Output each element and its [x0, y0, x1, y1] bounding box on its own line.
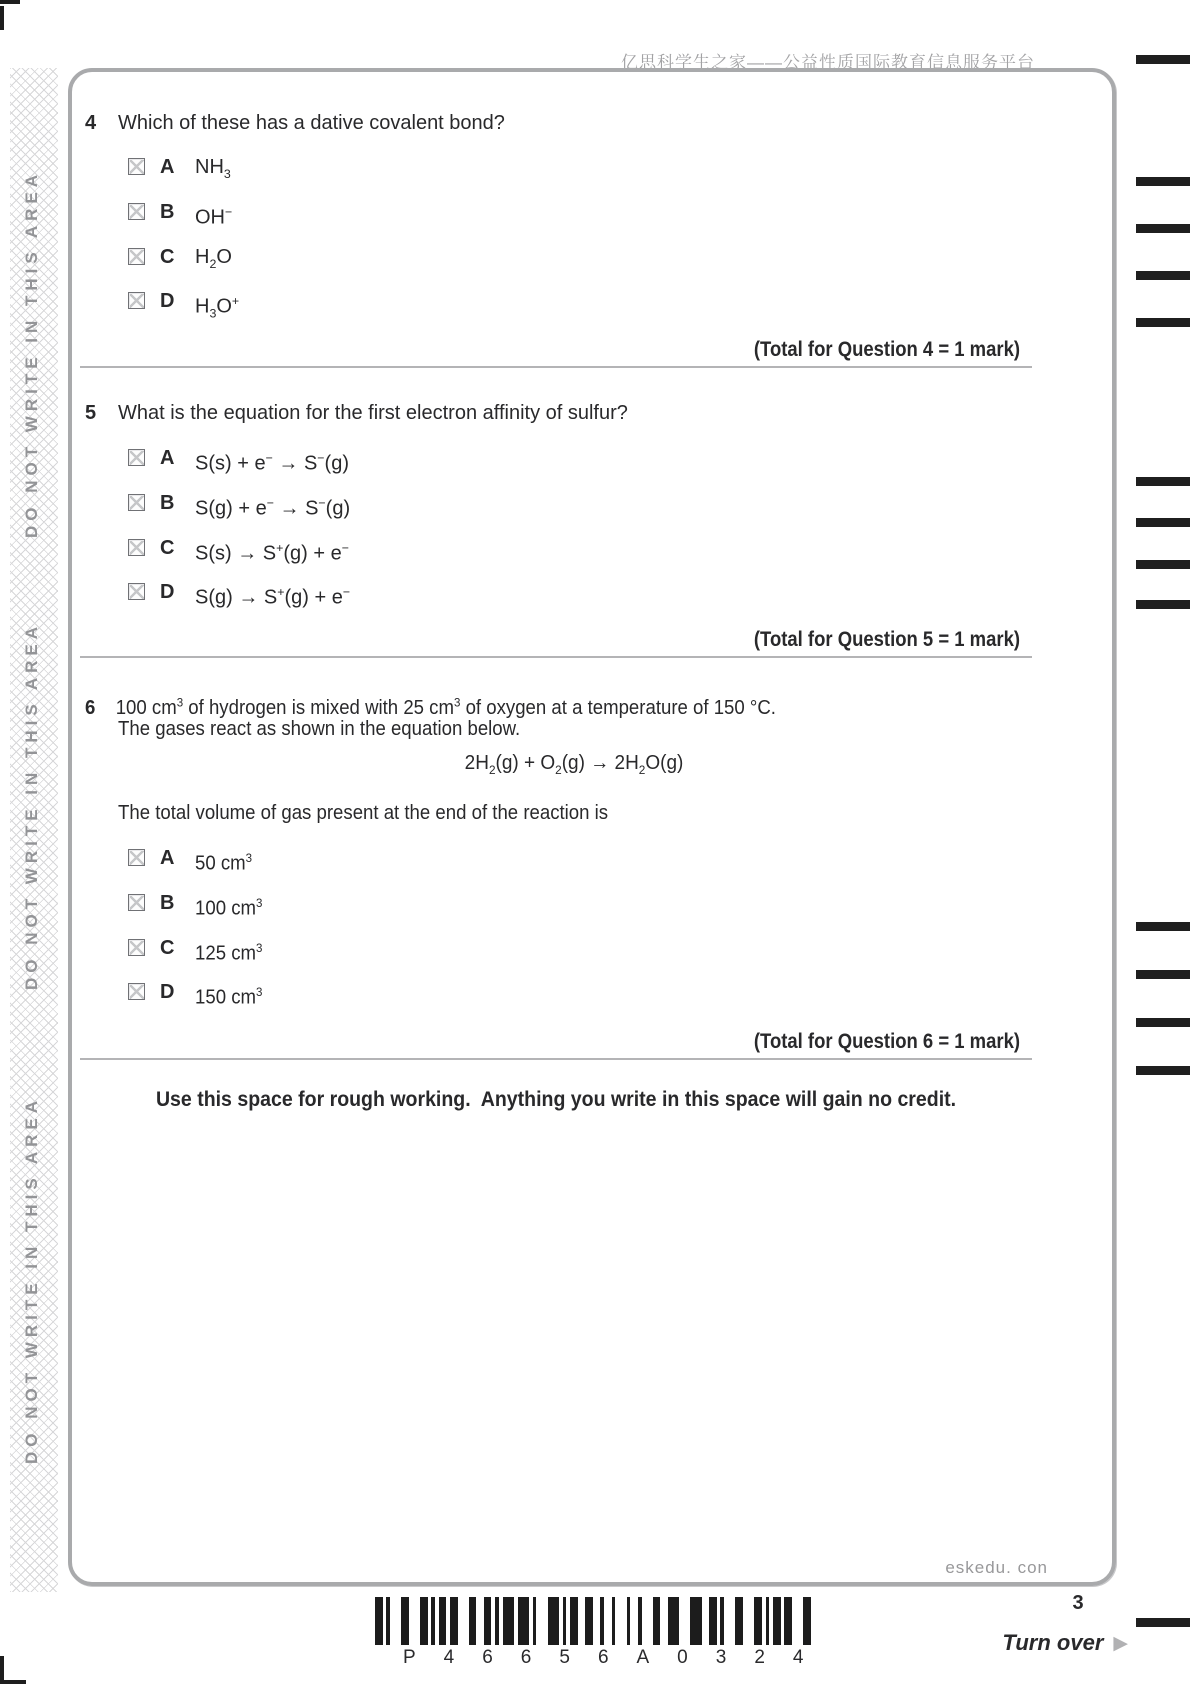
divider-rule — [80, 366, 1032, 368]
barcode-gap — [702, 1597, 710, 1645]
barcode-bar — [803, 1597, 811, 1645]
option-text: 100 $cm^3$ — [195, 895, 263, 920]
barcode-bar — [709, 1597, 717, 1645]
print-mark-bar — [1136, 1066, 1190, 1075]
option-text: $H_2O$ — [195, 245, 232, 271]
option-row — [128, 980, 268, 1025]
option-row — [128, 289, 239, 334]
print-mark-bar — [1136, 600, 1190, 609]
question-number: 5 — [85, 402, 97, 424]
question-prompt-line2: The gases react as shown in the equation below. — [118, 718, 521, 740]
question-followup: The total volume of gas present at the end of the reaction is — [118, 802, 609, 824]
answer-checkbox[interactable] — [128, 203, 145, 220]
answer-checkbox[interactable] — [128, 583, 145, 600]
crop-mark-bottom-left-vertical — [0, 1656, 4, 1680]
option-letter: C — [160, 245, 175, 268]
barcode-gap — [724, 1597, 735, 1645]
option-text: S(s) → S+(g) + e− — [195, 540, 349, 565]
option-letter: A — [160, 447, 175, 469]
question-number: 4 — [85, 112, 97, 134]
option-letter: C — [160, 936, 175, 959]
barcode-gap — [660, 1597, 668, 1645]
answer-checkbox[interactable] — [128, 983, 145, 1000]
question-prompt: 100 $cm^3$ of hydrogen is mixed with 25 $cm^3$ of oxygen at a temperature of 150 °C. — [115, 695, 776, 719]
barcode-bar — [450, 1597, 458, 1645]
barcode-gap — [409, 1597, 420, 1645]
rough-working-note: Use this space for rough working. Anything you write in this space will gain no credit. — [155, 1088, 957, 1111]
option-letter: B — [160, 491, 175, 514]
answer-checkbox[interactable] — [128, 292, 145, 309]
option-letter: D — [160, 581, 175, 604]
barcode-bar — [484, 1597, 492, 1645]
option-row — [128, 536, 350, 581]
answer-checkbox[interactable] — [128, 539, 145, 556]
answer-checkbox[interactable] — [128, 849, 145, 866]
barcode-gap — [792, 1597, 803, 1645]
print-mark-bar — [1136, 55, 1190, 64]
option-row — [128, 846, 268, 891]
option-row — [128, 446, 350, 491]
barcode-gap — [476, 1597, 484, 1645]
question-prompt: Which of these has a dative covalent bond? — [118, 112, 505, 134]
print-mark-bar — [1136, 271, 1190, 280]
print-mark-bar — [1136, 1618, 1190, 1627]
barcode-bar — [401, 1597, 409, 1645]
option-text: $H_3O^+$ — [195, 294, 240, 322]
barcode-bar — [735, 1597, 743, 1645]
barcode-bar — [420, 1597, 428, 1645]
barcode-bar — [375, 1597, 383, 1645]
barcode-text: P46656A0324 — [403, 1647, 832, 1668]
print-mark-bar — [1136, 970, 1190, 979]
barcode-gap — [458, 1597, 469, 1645]
header-watermark: 亿思科学生之家——公益性质国际教育信息服务平台 — [621, 53, 1035, 72]
barcode-gap — [743, 1597, 754, 1645]
barcode-bar — [469, 1597, 477, 1645]
crop-mark-bottom-left-horizontal — [0, 1680, 26, 1684]
barcode-bar — [585, 1597, 593, 1645]
option-row — [128, 245, 239, 290]
print-mark-bar — [1136, 518, 1190, 527]
barcode-bar — [668, 1597, 679, 1645]
site-watermark: eskedu. con — [945, 1558, 1048, 1577]
crop-mark-top-left-vertical — [0, 6, 4, 30]
question-number: 6 — [85, 696, 96, 719]
option-row — [128, 936, 268, 981]
option-row — [128, 891, 268, 936]
option-row — [128, 200, 239, 245]
divider-rule — [80, 656, 1032, 658]
barcode-bar — [773, 1597, 781, 1645]
option-letter: B — [160, 891, 175, 914]
barcode-bar — [518, 1597, 529, 1645]
print-mark-bar — [1136, 224, 1190, 233]
barcode-bar — [503, 1597, 514, 1645]
options-list — [128, 155, 239, 334]
barcode-bar — [784, 1597, 792, 1645]
print-mark-bar — [1136, 560, 1190, 569]
answer-checkbox[interactable] — [128, 894, 145, 911]
option-row — [128, 155, 239, 200]
total-line: (Total for Question 6 = 1 mark) — [753, 1030, 1020, 1053]
print-mark-bar — [1136, 477, 1190, 486]
barcode-gap — [615, 1597, 626, 1645]
answer-checkbox[interactable] — [128, 494, 145, 511]
option-letter: D — [160, 981, 175, 1004]
barcode-bar — [439, 1597, 447, 1645]
total-line: (Total for Question 4 = 1 mark) — [753, 338, 1020, 361]
option-text: 125 $cm^3$ — [195, 940, 263, 965]
do-not-write-text: DO NOT WRITE IN THIS AREA — [22, 1096, 41, 1465]
do-not-write-text: DO NOT WRITE IN THIS AREA — [22, 622, 41, 991]
print-mark-bar — [1136, 922, 1190, 931]
do-not-write-text: DO NOT WRITE IN THIS AREA — [22, 170, 41, 539]
answer-checkbox[interactable] — [128, 248, 145, 265]
barcode-gap — [630, 1597, 638, 1645]
question-head — [85, 110, 505, 137]
answer-checkbox[interactable] — [128, 939, 145, 956]
barcode-gap — [390, 1597, 401, 1645]
barcode-bar — [653, 1597, 661, 1645]
barcode-bar — [548, 1597, 559, 1645]
barcode-gap — [679, 1597, 690, 1645]
turn-over-label: Turn over — [1002, 1630, 1104, 1655]
answer-checkbox[interactable] — [128, 158, 145, 175]
question-head — [85, 400, 628, 427]
divider-rule — [80, 1058, 1032, 1060]
barcode-gap — [578, 1597, 586, 1645]
print-mark-bar — [1136, 1018, 1190, 1027]
barcode-bar — [570, 1597, 578, 1645]
page-number: 3 — [1072, 1592, 1084, 1614]
option-letter: D — [160, 290, 175, 313]
total-line: (Total for Question 5 = 1 mark) — [753, 628, 1020, 651]
answer-checkbox[interactable] — [128, 449, 145, 466]
print-mark-bar — [1136, 318, 1190, 327]
option-text: OH− — [195, 204, 233, 229]
option-text: $NH_3$ — [195, 156, 231, 181]
options-list — [128, 446, 350, 625]
option-text: 150 $cm^3$ — [195, 985, 263, 1010]
print-mark-bar — [1136, 177, 1190, 186]
barcode-bar — [690, 1597, 701, 1645]
barcode — [375, 1597, 811, 1645]
option-letter: A — [160, 156, 175, 178]
option-text: S(g) → S+(g) + e− — [195, 585, 351, 610]
barcode-gap — [604, 1597, 612, 1645]
chemical-equation: $2H_2(g) + O_2(g) \to 2H_2O(g)$ — [464, 752, 684, 777]
option-row — [128, 580, 350, 625]
barcode-bar — [754, 1597, 762, 1645]
barcode-gap — [536, 1597, 547, 1645]
barcode-gap — [593, 1597, 601, 1645]
options-list — [128, 846, 268, 1025]
barcode-gap — [642, 1597, 653, 1645]
turn-over-arrow-icon: ▶ — [1113, 1632, 1128, 1654]
option-letter: C — [160, 536, 175, 559]
turn-over — [1002, 1630, 1128, 1656]
crop-mark-top-left-horizontal — [0, 0, 20, 4]
option-letter: A — [160, 847, 175, 869]
option-text: S(g) + e− → S−(g) — [195, 495, 351, 520]
option-text: S(s) + e− → S−(g) — [195, 451, 349, 475]
question-prompt: What is the equation for the first electron affinity of sulfur? — [118, 402, 628, 424]
option-letter: B — [160, 200, 175, 223]
option-row — [128, 491, 350, 536]
option-text: 50 $cm^3$ — [195, 851, 253, 875]
